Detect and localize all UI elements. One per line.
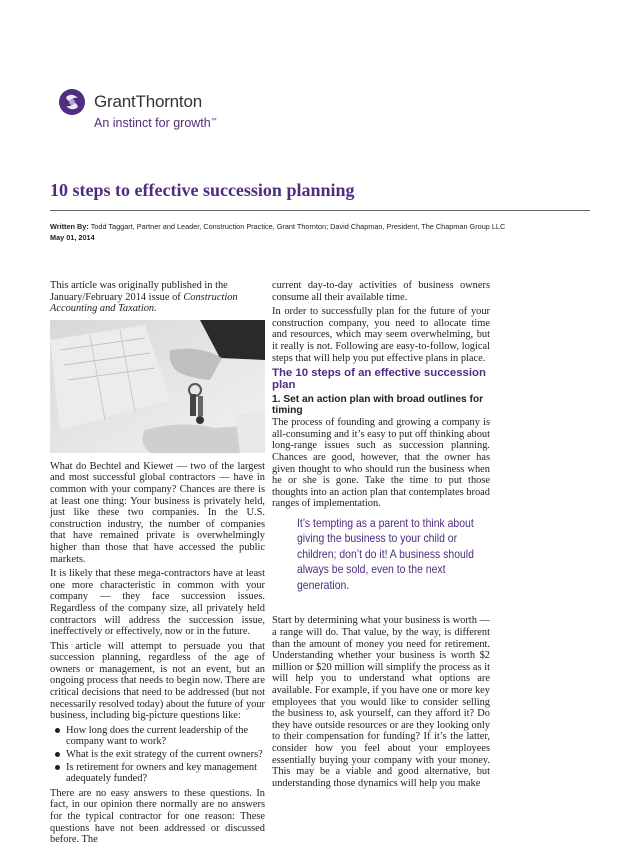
paragraph: In order to successfully plan for the future of your construction company, you need to allocate time and resources, which may seem overwhelming, but it really is not. Following are easy-to-follow, logical steps that will help you put effective plans in place.	[272, 306, 490, 364]
byline: Written By: Todd Taggart, Partner and Leader, Construction Practice, Grant Thornton; David Chapman, President, The Chapman Group LLC	[50, 222, 506, 231]
paragraph: What do Bechtel and Kiewet — two of the largest and most successful global contractors — have in common with your company? Chances are there is at least one thing: Your business is privately held, just like these two companies. In the U.S. construction industry, the number of companies that have remained private is overwhelmingly higher than those that have accessed the public markets.	[50, 460, 265, 565]
paragraph: This article will attempt to persuade you that succession planning, regardless of the age of owners or management, is not an event, but an ongoing process that needs to begin now. There are critical decisions that need to be addressed (but not necessarily resolved today) about the future of your business, including big-picture questions like:	[50, 640, 265, 722]
paragraph: The process of founding and growing a company is all-consuming and it’s easy to put off thinking about long-range issues such as succession planning. Chances are good, however, that the owner has given thought to who should run the business when he or she is gone. Take the time to put those thoughts into an action plan that contemplates broad ranges of implementation.	[272, 417, 490, 510]
handshake-keys-photo	[50, 320, 265, 453]
list-item: Is retirement for owners and key management adequately funded?	[50, 762, 265, 785]
paragraph: current day-to-day activities of business owners consume all their available time.	[272, 280, 490, 303]
title-divider	[50, 210, 590, 211]
paragraph: It is likely that these mega-contractors have at least one more characteristic in common with your company — they face succession issues. Regardless of the company size, all privately held contractors will address the succession issue, ineffectively or effectively, now or in the future.	[50, 568, 265, 638]
grant-thornton-logo	[58, 88, 258, 136]
right-column	[272, 280, 490, 792]
publish-date: May 01, 2014	[50, 233, 95, 242]
list-item: What is the exit strategy of the current owners?	[50, 749, 265, 761]
step-heading: 1. Set an action plan with broad outlines for timing	[272, 394, 484, 417]
section-heading: The 10 steps of an effective succession plan	[272, 367, 486, 392]
swirl-logo-icon	[58, 88, 86, 116]
left-column	[50, 280, 265, 849]
bullet-icon	[55, 752, 60, 757]
brand-name: GrantThornton	[94, 92, 202, 111]
intro-note: This article was originally published in the January/February 2014 issue of Construction Accounting and Taxation.	[50, 280, 238, 315]
bullet-icon	[55, 728, 60, 733]
bullet-icon	[55, 765, 60, 770]
question-list	[50, 725, 265, 785]
brand-tagline: An instinct for growth™	[94, 116, 217, 130]
list-item: How long does the current leadership of the company want to work?	[50, 725, 265, 748]
article-title: 10 steps to effective succession planning	[50, 180, 355, 200]
pull-quote: It’s tempting as a parent to think about giving the business to your child or children; don’t do it! A business should always be sold, even to the next generation.	[297, 516, 474, 592]
paragraph: There are no easy answers to these questions. In fact, in our opinion there normally are no answers for the typical contractor for one reason: These questions have not been addressed or discussed before. The	[50, 787, 265, 846]
paragraph: Start by determining what your business is worth — a range will do. That value, by the way, is different than the amount of money you need for retirement. Understanding whether your business is worth $2 million or $20 million will simplify the process as it will help you to understand what options are available. For example, if you have one or more key employees that you would like to consider selling the business to, ask yourself, can they afford it? Do they have outside resources or are they looking only to their compensation for funding? If it’s the latter, consider how you feel about your employees essentially buying your company with your money. This may be a viable and good alternative, but understanding those dynamics will help you make	[272, 615, 490, 789]
